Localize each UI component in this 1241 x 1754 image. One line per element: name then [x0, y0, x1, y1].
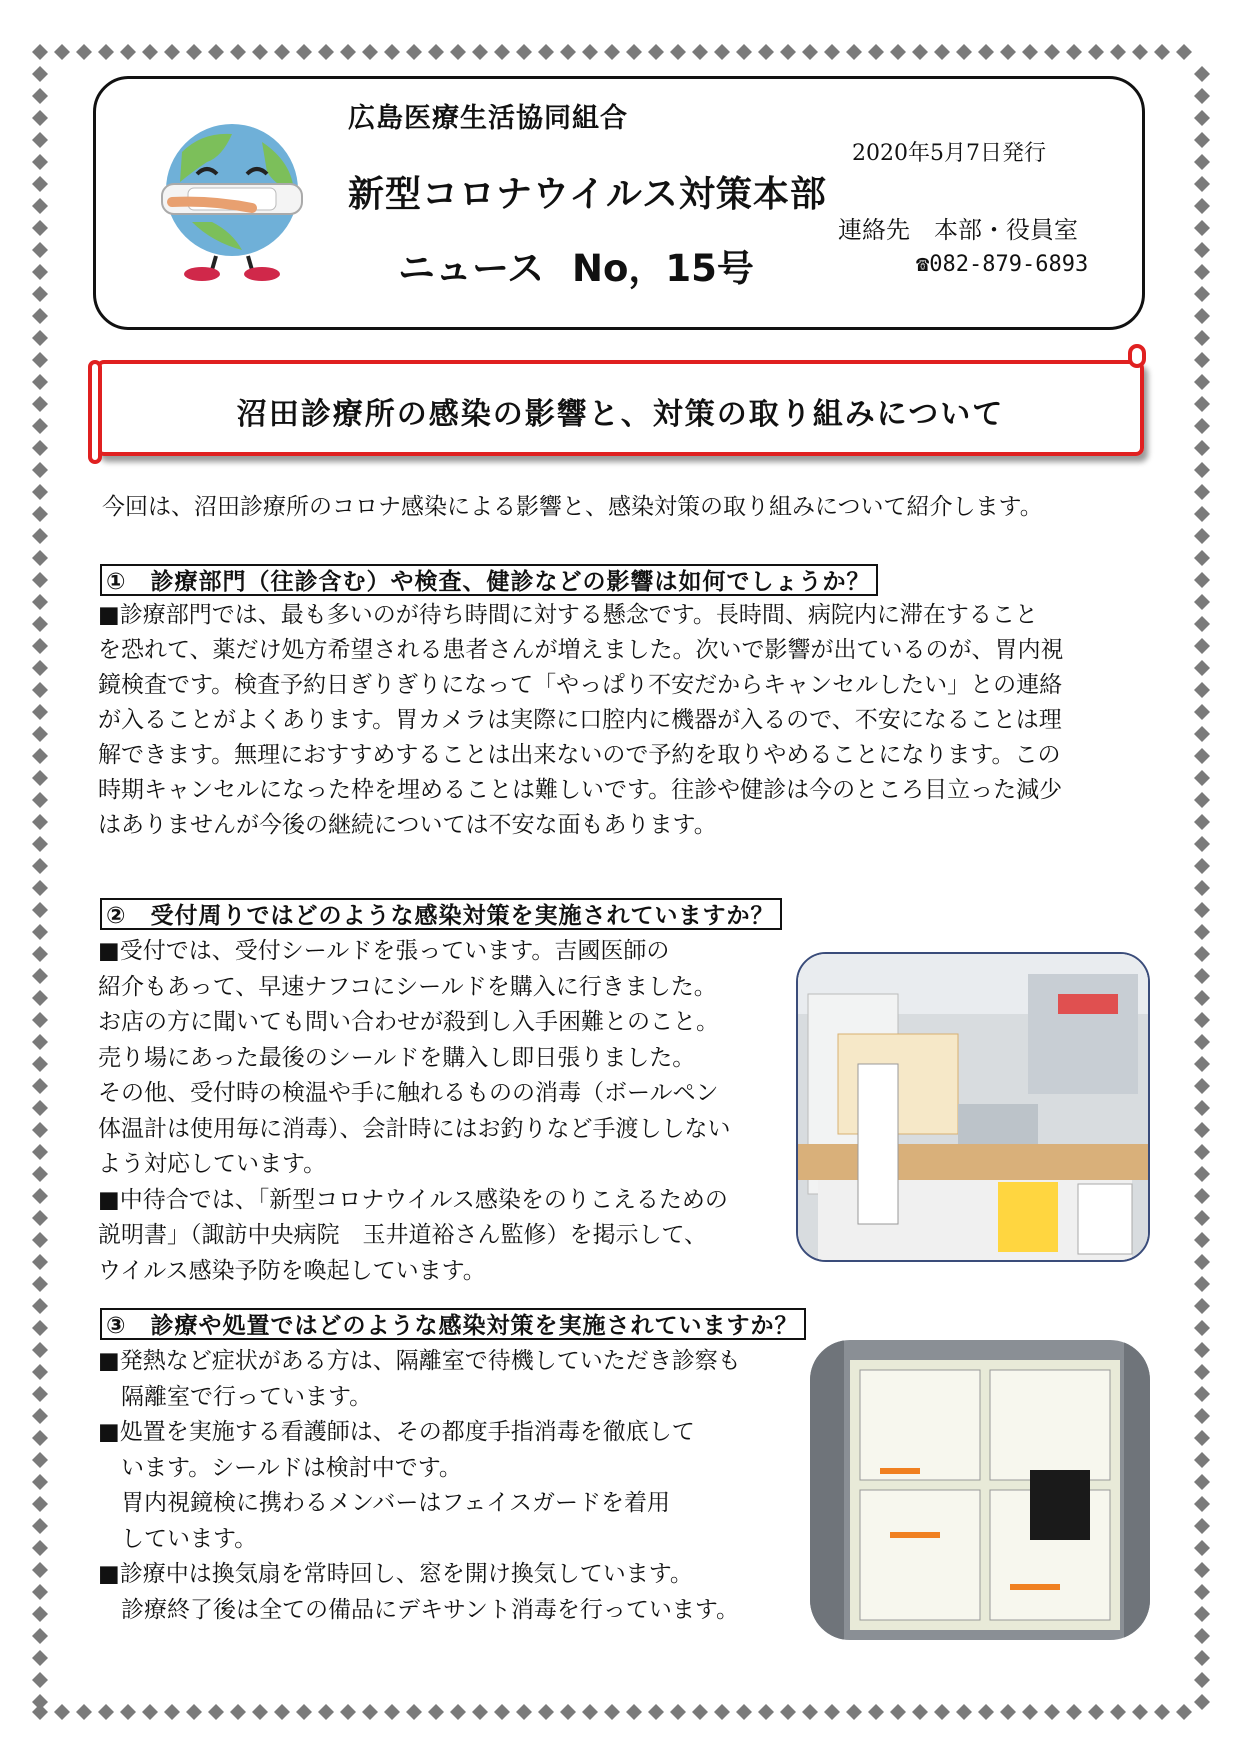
border-diamond	[1194, 484, 1210, 500]
border-diamond	[32, 88, 48, 104]
border-diamond	[890, 44, 906, 60]
border-diamond	[32, 1628, 48, 1644]
border-diamond	[1088, 44, 1104, 60]
section3-line: ■処置を実施する看護師は、その都度手指消毒を徹底して	[98, 1419, 695, 1445]
border-diamond	[692, 1704, 708, 1720]
border-diamond	[32, 1606, 48, 1622]
border-diamond	[516, 44, 532, 60]
border-diamond	[626, 1704, 642, 1720]
border-diamond	[1194, 198, 1210, 214]
border-diamond	[604, 1704, 620, 1720]
border-diamond	[32, 770, 48, 786]
border-diamond	[186, 44, 202, 60]
border-diamond	[1194, 1540, 1210, 1556]
border-diamond	[32, 176, 48, 192]
border-diamond	[1194, 1276, 1210, 1292]
section2-body	[98, 934, 731, 1289]
border-diamond	[1194, 110, 1210, 126]
border-diamond	[978, 44, 994, 60]
border-diamond	[32, 1694, 48, 1710]
border-diamond	[32, 1672, 48, 1688]
border-diamond	[1194, 308, 1210, 324]
border-diamond	[1194, 946, 1210, 962]
border-diamond	[494, 44, 510, 60]
section2-line: ■中待合では、「新型コロナウイルス感染をのりこえるための	[98, 1186, 728, 1213]
border-diamond	[1194, 682, 1210, 698]
border-diamond	[32, 1122, 48, 1138]
section1-line: ■診療部門では、最も多いのが待ち時間に対する懸念です。長時間、病院内に滞在すること	[98, 602, 1038, 628]
border-diamond	[1194, 770, 1210, 786]
section3-line: ■発熱など症状がある方は、隔離室で待機していただき診察も	[98, 1348, 741, 1374]
border-diamond	[32, 594, 48, 610]
border-diamond	[76, 1704, 92, 1720]
border-diamond	[1194, 1188, 1210, 1204]
border-diamond	[802, 44, 818, 60]
border-diamond	[780, 44, 796, 60]
border-diamond	[868, 1704, 884, 1720]
border-diamond	[208, 1704, 224, 1720]
border-diamond	[164, 1704, 180, 1720]
border-diamond	[384, 44, 400, 60]
border-diamond	[32, 1364, 48, 1380]
border-diamond	[32, 726, 48, 742]
border-diamond	[32, 836, 48, 852]
border-diamond	[670, 1704, 686, 1720]
border-diamond	[1194, 88, 1210, 104]
border-diamond	[1044, 44, 1060, 60]
section1-heading: ① 診療部門（往診含む）や検査、健診などの影響は如何でしょうか？	[100, 564, 878, 596]
border-diamond	[670, 44, 686, 60]
border-diamond	[1194, 154, 1210, 170]
border-diamond	[32, 440, 48, 456]
border-diamond	[1194, 1386, 1210, 1402]
border-diamond	[32, 242, 48, 258]
border-diamond	[1132, 44, 1148, 60]
border-diamond	[32, 1100, 48, 1116]
border-diamond	[32, 880, 48, 896]
border-diamond	[32, 990, 48, 1006]
border-diamond	[1176, 44, 1192, 60]
border-diamond	[32, 638, 48, 654]
contact-label: 連絡先 本部・役員室	[838, 216, 1078, 244]
section2-line: 体温計は使用毎に消毒）、会計時にはお釣りなど手渡ししない	[98, 1115, 731, 1142]
border-diamond	[1194, 1628, 1210, 1644]
border-diamond	[1154, 1704, 1170, 1720]
border-diamond	[1194, 858, 1210, 874]
border-diamond	[32, 528, 48, 544]
border-diamond	[32, 220, 48, 236]
border-diamond	[1194, 462, 1210, 478]
border-diamond	[1194, 1562, 1210, 1578]
border-diamond	[54, 1704, 70, 1720]
section1-line: 時期キャンセルになった枠を埋めることは難しいです。往診や健診は今のところ目立った減少	[98, 777, 1063, 803]
border-diamond	[1194, 1694, 1210, 1710]
border-diamond	[934, 44, 950, 60]
border-diamond	[32, 1232, 48, 1248]
border-diamond	[582, 1704, 598, 1720]
border-diamond	[868, 44, 884, 60]
border-diamond	[32, 484, 48, 500]
globe-mascot-illustration	[152, 112, 312, 284]
border-diamond	[318, 1704, 334, 1720]
border-diamond	[1194, 1056, 1210, 1072]
border-diamond	[1194, 902, 1210, 918]
border-diamond	[758, 44, 774, 60]
border-diamond	[604, 44, 620, 60]
reception-photo	[796, 952, 1150, 1262]
border-diamond	[32, 1386, 48, 1402]
border-diamond	[32, 1452, 48, 1468]
section3-body	[98, 1344, 741, 1628]
border-diamond	[1194, 1078, 1210, 1094]
border-diamond	[934, 1704, 950, 1720]
border-diamond	[978, 1704, 994, 1720]
border-diamond	[32, 308, 48, 324]
border-diamond	[32, 748, 48, 764]
border-diamond	[736, 1704, 752, 1720]
section1-line: が入ることがよくあります。胃カメラは実際に口腔内に機器が入るので、不安になることは理	[98, 707, 1062, 733]
border-diamond	[406, 1704, 422, 1720]
border-diamond	[32, 44, 48, 60]
border-diamond	[208, 44, 224, 60]
border-diamond	[164, 44, 180, 60]
border-diamond	[1194, 1650, 1210, 1666]
border-diamond	[1194, 990, 1210, 1006]
border-diamond	[780, 1704, 796, 1720]
border-diamond	[32, 924, 48, 940]
border-diamond	[32, 1408, 48, 1424]
border-diamond	[98, 44, 114, 60]
poster-board-photo	[810, 1340, 1150, 1640]
border-diamond	[1194, 594, 1210, 610]
border-diamond	[274, 1704, 290, 1720]
section2-line: 紹介もあって、早速ナフコにシールドを購入に行きました。	[98, 973, 717, 1000]
border-diamond	[1194, 264, 1210, 280]
border-diamond	[1110, 1704, 1126, 1720]
border-diamond	[428, 44, 444, 60]
section2-line: その他、受付時の検温や手に触れるものの消毒（ボールペン	[98, 1080, 719, 1106]
border-diamond	[54, 44, 70, 60]
border-diamond	[1194, 1320, 1210, 1336]
issue-date: 2020年5月7日発行	[852, 141, 1046, 166]
border-diamond	[1194, 1232, 1210, 1248]
border-diamond	[32, 286, 48, 302]
border-diamond	[1194, 550, 1210, 566]
border-diamond	[1194, 66, 1210, 82]
border-diamond	[1194, 176, 1210, 192]
border-diamond	[560, 44, 576, 60]
border-diamond	[32, 550, 48, 566]
border-diamond	[32, 1144, 48, 1160]
border-diamond	[32, 968, 48, 984]
border-diamond	[32, 660, 48, 676]
border-diamond	[1194, 1254, 1210, 1270]
border-diamond	[32, 264, 48, 280]
department-name: 新型コロナウイルス対策本部	[348, 174, 827, 215]
intro-text: 今回は、沼田診療所のコロナ感染による影響と、感染対策の取り組みについて紹介します。	[102, 494, 1043, 520]
border-diamond	[1194, 242, 1210, 258]
border-diamond	[32, 1012, 48, 1028]
border-diamond	[648, 1704, 664, 1720]
border-diamond	[494, 1704, 510, 1720]
border-diamond	[1194, 1496, 1210, 1512]
border-diamond	[736, 44, 752, 60]
border-diamond	[1194, 1364, 1210, 1380]
border-diamond	[142, 44, 158, 60]
border-diamond	[1154, 44, 1170, 60]
border-diamond	[32, 66, 48, 82]
border-diamond	[1194, 1144, 1210, 1160]
border-diamond	[274, 44, 290, 60]
border-diamond	[758, 1704, 774, 1720]
border-diamond	[1066, 44, 1082, 60]
border-diamond	[1110, 44, 1126, 60]
border-diamond	[1194, 1210, 1210, 1226]
section1-body	[98, 598, 1064, 843]
organization-name: 広島医療生活協同組合	[348, 103, 628, 134]
border-diamond	[32, 1166, 48, 1182]
border-diamond	[32, 1650, 48, 1666]
border-diamond	[1194, 1584, 1210, 1600]
border-diamond	[802, 1704, 818, 1720]
border-diamond	[32, 1188, 48, 1204]
border-diamond	[890, 1704, 906, 1720]
border-diamond	[296, 1704, 312, 1720]
border-diamond	[120, 44, 136, 60]
border-diamond	[472, 1704, 488, 1720]
border-diamond	[1194, 968, 1210, 984]
border-diamond	[1194, 660, 1210, 676]
border-diamond	[32, 946, 48, 962]
border-diamond	[32, 1034, 48, 1050]
section1-line: を恐れて、薬だけ処方希望される患者さんが増えました。次いで影響が出ているのが、胃内視	[98, 637, 1064, 663]
banner-scroll-right	[1128, 344, 1146, 368]
border-diamond	[32, 682, 48, 698]
border-diamond	[362, 1704, 378, 1720]
border-diamond	[692, 44, 708, 60]
border-diamond	[32, 330, 48, 346]
border-diamond	[76, 44, 92, 60]
section3-heading: ③ 診療や処置ではどのような感染対策を実施されていますか？	[100, 1308, 806, 1340]
border-diamond	[1194, 1518, 1210, 1534]
border-diamond	[32, 110, 48, 126]
border-diamond	[472, 44, 488, 60]
border-diamond	[230, 1704, 246, 1720]
border-diamond	[32, 1254, 48, 1270]
border-diamond	[318, 44, 334, 60]
border-diamond	[1194, 1452, 1210, 1468]
border-diamond	[846, 1704, 862, 1720]
border-diamond	[32, 462, 48, 478]
border-diamond	[912, 44, 928, 60]
border-diamond	[340, 1704, 356, 1720]
border-diamond	[1194, 1012, 1210, 1028]
border-diamond	[1088, 1704, 1104, 1720]
border-diamond	[252, 44, 268, 60]
border-diamond	[1194, 132, 1210, 148]
border-diamond	[252, 1704, 268, 1720]
border-diamond	[186, 1704, 202, 1720]
border-diamond	[32, 198, 48, 214]
border-diamond	[1176, 1704, 1192, 1720]
border-diamond	[1194, 880, 1210, 896]
border-diamond	[1194, 1606, 1210, 1622]
border-diamond	[32, 792, 48, 808]
border-diamond	[626, 44, 642, 60]
section2-line: 説明書」（諏訪中央病院 玉井道裕さん監修）を掲示して、	[98, 1222, 708, 1248]
section3-line: 隔離室で行っています。	[98, 1383, 373, 1410]
section3-line: います。シールドは検討中です。	[98, 1454, 462, 1481]
border-diamond	[120, 1704, 136, 1720]
border-diamond	[32, 814, 48, 830]
section1-line: 解できます。無理におすすめすることは出来ないので予約を取りやめることになります。この	[98, 742, 1061, 768]
border-diamond	[32, 902, 48, 918]
border-diamond	[1194, 1342, 1210, 1358]
border-diamond	[1194, 1430, 1210, 1446]
border-diamond	[582, 44, 598, 60]
border-diamond	[32, 1276, 48, 1292]
border-diamond	[32, 1078, 48, 1094]
border-diamond	[1194, 726, 1210, 742]
border-diamond	[1194, 352, 1210, 368]
border-diamond	[32, 1496, 48, 1512]
border-diamond	[824, 44, 840, 60]
border-diamond	[32, 1210, 48, 1226]
border-diamond	[538, 1704, 554, 1720]
border-diamond	[32, 1298, 48, 1314]
border-diamond	[1194, 440, 1210, 456]
border-diamond	[32, 704, 48, 720]
section3-line: 診療終了後は全ての備品にデキサント消毒を行っています。	[98, 1596, 740, 1623]
border-diamond	[98, 1704, 114, 1720]
border-diamond	[32, 1584, 48, 1600]
banner-title: 沼田診療所の感染の影響と、対策の取り組みについて	[236, 397, 1005, 432]
border-diamond	[32, 154, 48, 170]
section1-line: 鏡検査です。検査予約日ぎりぎりになって「やっぱり不安だからキャンセルしたい」との連絡	[98, 672, 1063, 698]
border-diamond	[1194, 616, 1210, 632]
issue-number: No，15号	[572, 247, 754, 290]
border-diamond	[1194, 528, 1210, 544]
section2-line: ■受付では、受付シールドを張っています。吉國医師の	[98, 938, 670, 964]
border-diamond	[384, 1704, 400, 1720]
border-diamond	[142, 1704, 158, 1720]
border-diamond	[428, 1704, 444, 1720]
border-diamond	[32, 858, 48, 874]
border-diamond	[1194, 286, 1210, 302]
border-diamond	[1194, 1122, 1210, 1138]
border-diamond	[32, 1540, 48, 1556]
border-diamond	[362, 44, 378, 60]
border-diamond	[32, 1474, 48, 1490]
border-diamond	[32, 1430, 48, 1446]
border-diamond	[32, 1320, 48, 1336]
border-diamond	[1194, 814, 1210, 830]
border-diamond	[560, 1704, 576, 1720]
border-diamond	[296, 44, 312, 60]
border-diamond	[32, 1518, 48, 1534]
border-diamond	[714, 44, 730, 60]
border-diamond	[1194, 506, 1210, 522]
border-diamond	[956, 44, 972, 60]
border-diamond	[1194, 1166, 1210, 1182]
border-diamond	[1194, 572, 1210, 588]
border-diamond	[32, 572, 48, 588]
section3-line: ■診療中は換気扇を常時回し、窓を開け換気しています。	[98, 1561, 693, 1587]
border-diamond	[1132, 1704, 1148, 1720]
border-diamond	[406, 44, 422, 60]
border-diamond	[230, 44, 246, 60]
border-diamond	[32, 352, 48, 368]
section2-line: ウイルス感染予防を喚起しています。	[98, 1257, 486, 1284]
border-diamond	[32, 1562, 48, 1578]
border-diamond	[1194, 1034, 1210, 1050]
border-diamond	[32, 506, 48, 522]
section3-line: しています。	[98, 1525, 258, 1552]
news-label: ニュース	[398, 247, 545, 290]
border-diamond	[1194, 1474, 1210, 1490]
section1-line: はありませんが今後の継続については不安な面もあります。	[98, 812, 717, 838]
border-diamond	[648, 44, 664, 60]
border-diamond	[846, 44, 862, 60]
border-diamond	[32, 616, 48, 632]
section2-line: 売り場にあった最後のシールドを購入し即日張りました。	[98, 1044, 696, 1071]
phone-number: ☎082-879-6893	[916, 252, 1089, 277]
border-diamond	[1194, 792, 1210, 808]
border-diamond	[1194, 704, 1210, 720]
section2-heading: ② 受付周りではどのような感染対策を実施されていますか？	[100, 898, 782, 930]
border-diamond	[538, 44, 554, 60]
border-diamond	[450, 1704, 466, 1720]
border-diamond	[1194, 1100, 1210, 1116]
section2-line: よう対応しています。	[98, 1151, 327, 1177]
border-diamond	[32, 132, 48, 148]
border-diamond	[1194, 1672, 1210, 1688]
border-diamond	[1066, 1704, 1082, 1720]
border-diamond	[450, 44, 466, 60]
border-diamond	[912, 1704, 928, 1720]
border-diamond	[1000, 1704, 1016, 1720]
border-diamond	[1194, 924, 1210, 940]
border-diamond	[1194, 836, 1210, 852]
border-diamond	[956, 1704, 972, 1720]
border-diamond	[340, 44, 356, 60]
border-diamond	[1194, 1298, 1210, 1314]
border-diamond	[516, 1704, 532, 1720]
border-diamond	[1194, 748, 1210, 764]
border-diamond	[1194, 638, 1210, 654]
border-diamond	[32, 1342, 48, 1358]
border-diamond	[32, 374, 48, 390]
border-diamond	[1194, 330, 1210, 346]
border-diamond	[1194, 374, 1210, 390]
section3-line: 胃内視鏡検に携わるメンバーはフェイスガードを着用	[98, 1490, 671, 1516]
border-diamond	[1044, 1704, 1060, 1720]
border-diamond	[1194, 220, 1210, 236]
section2-line: お店の方に聞いても問い合わせが殺到し入手困難とのこと。	[98, 1009, 719, 1035]
border-diamond	[714, 1704, 730, 1720]
border-diamond	[824, 1704, 840, 1720]
border-diamond	[1022, 44, 1038, 60]
border-diamond	[1022, 1704, 1038, 1720]
border-diamond	[32, 1056, 48, 1072]
border-diamond	[1000, 44, 1016, 60]
border-diamond	[1194, 1408, 1210, 1424]
